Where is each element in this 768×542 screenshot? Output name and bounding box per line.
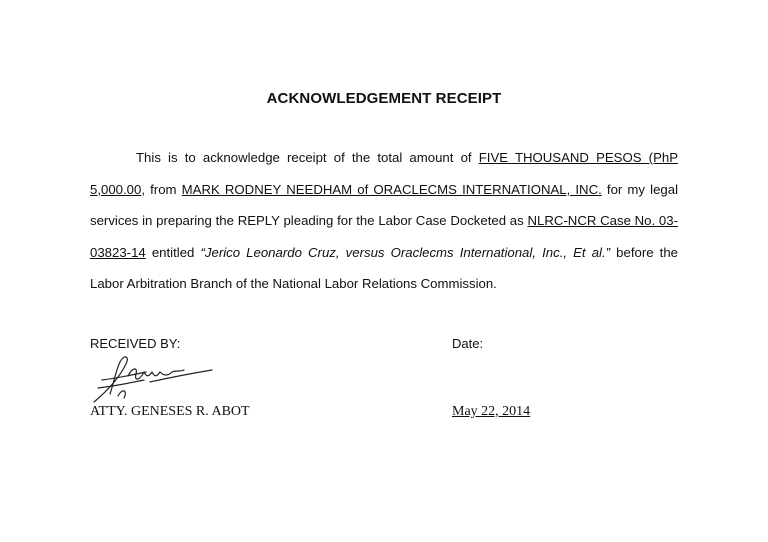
payer-text: MARK RODNEY NEEDHAM of ORACLECMS INTERNATIONAL, INC. <box>181 181 602 197</box>
body-text-entitled: entitled <box>145 244 201 260</box>
document-title: ACKNOWLEDGEMENT RECEIPT <box>266 90 502 107</box>
date-label: Date: <box>452 336 484 351</box>
amount-text: FIVE THOUSAND PESOS (PhP 5,000.00 <box>90 150 678 197</box>
date-value: May 22, 2014 <box>452 404 531 419</box>
signatory-name: ATTY. GENESES R. ABOT <box>90 404 250 419</box>
handwritten-signature <box>88 350 223 408</box>
receipt-body-paragraph <box>90 142 678 300</box>
body-text-from: , from <box>141 181 182 197</box>
body-text-services: for my legal services in preparing the REPLY pleading for the Labor Case Docketed as <box>90 181 679 229</box>
body-text-closing: before the Labor Arbitration Branch of the National Labor Relations Commission. <box>90 244 679 292</box>
received-by-label: RECEIVED BY: <box>90 336 181 351</box>
body-text-intro: This is to acknowledge receipt of the total amount of <box>136 150 479 165</box>
case-title-text: “Jerico Leonardo Cruz, versus Oraclecms International, Inc., Et al.” <box>200 244 611 260</box>
case-number-text: NLRC-NCR Case No. 03-03823-14 <box>90 213 678 260</box>
